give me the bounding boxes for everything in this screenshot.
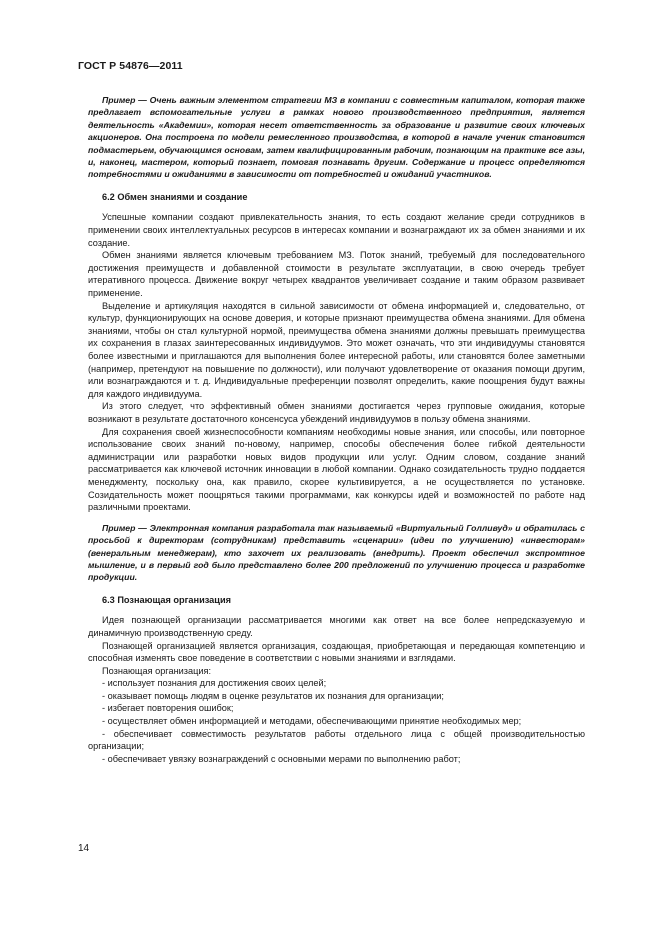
paragraph: Для сохранения своей жизнеспособности компаниям необходимы новые знания, или способы, или повторное использование своих знаний по-новому, например, способы обеспечения более гибкой деятельности администрации или разработки новых видов продукции или услуг. Одним словом, создание знаний рассматривается как ключевой источник инновации в любой компании. Однако созидательность трудно поддается менеджменту, поскольку она, как правило, скорее культивируется, а не осуществляется по установке. Созидательность может поощряться такими программами, как конкурсы идей и возможностей по работе над различными проектами.: [88, 426, 585, 513]
list-item: - избегает повторения ошибок;: [102, 703, 234, 714]
paragraph: Обмен знаниями является ключевым требованием МЗ. Поток знаний, требуемый для последовательного достижения преимуществ и добавленной стоимости в результате эксплуатации, в свою очередь требует итеративного процесса. Движение вокруг четырех квадрантов увеличивает создание и таким образом развивает применение.: [88, 250, 585, 298]
list-item: - обеспечивает увязку вознаграждений с основными мерами по выполнению работ;: [102, 753, 461, 764]
page-content: [88, 94, 585, 765]
paragraph: Из этого следует, что эффективный обмен знаниями достигается через групповые ожидания, которые возникают в результате достаточного консенсуса убеждений индивидуумов в пользу обмена знаниями.: [88, 401, 585, 424]
list-item: - использует познания для достижения своих целей;: [102, 678, 327, 689]
paragraph: Познающей организацией является организация, создающая, приобретающая и передающая компетенцию и способная изменять свое поведение в соответствии с новыми знаниями и взглядами.: [88, 640, 585, 664]
section-heading-6-2: 6.2 Обмен знаниями и создание: [102, 191, 248, 202]
section-heading-6-3: 6.3 Познающая организация: [102, 594, 231, 605]
page-number: 14: [78, 843, 90, 854]
paragraph: Познающая организация:: [102, 665, 212, 676]
paragraph: Идея познающей организации рассматривается многими как ответ на все более непредсказуемую и динамичную производственную среду.: [88, 615, 585, 638]
document-header: ГОСТ Р 54876—2011: [78, 60, 183, 72]
paragraph: Выделение и артикуляция находятся в сильной зависимости от обмена информацией и, следовательно, от культур, функционирующих на основе доверия, и которые признают преимущества обмена знаниями. Для обмена знаниями, чтобы он стал культурной нормой, преимущества обмена знаниями должны превышать преимущества их сохранения в глазах заинтересованных индивидуумов. Это может означать, что эти индивидуумы становятся более известными и приглашаются для выполнения более интересной работы, или становятся более заметными (например, претендуют на повышение по должности), или получают удовлетворение от оказания помощи другим, или вознаграждаются и т. д. Индивидуальные преференции позволят определить, какие поощрения будут важны для каждого индивидуума.: [88, 300, 585, 399]
example-paragraph: Пример — Очень важным элементом стратегии МЗ в компании с совместным капиталом, которая также предлагает вспомогательные услуги в рамках нового производственного предприятия, является деятельность «Академии», которая несет ответственность за образование и развитие своих ключевых акционеров. Она построена по модели ремесленного производства, в которой в начале ученик становится подмастерьем, обучающимся основам, затем квалифицированным рабочим, познающим на практике все азы, и, наконец, мастером, который познает, помогая познавать другим. Содержание и процесс определяются потребностями и ожиданиями в зависимости от потребностей и ожиданий участников.: [88, 95, 585, 180]
list-item: - осуществляет обмен информацией и методами, обеспечивающими принятие необходимых мер;: [102, 716, 522, 727]
list-item: - обеспечивает совместимость результатов работы отдельного лица с общей производительностью организации;: [88, 728, 585, 752]
list-item: - оказывает помощь людям в оценке результатов их познания для организации;: [102, 690, 444, 701]
example-paragraph: Пример — Электронная компания разработала так называемый «Виртуальный Голливуд» и обратилась с просьбой к директорам (сотрудникам) представить «сценарии» (идеи по улучшению) «инвесторам» (венеральным менеджерам), кто захочет их реализовать (внедрить). Проект обеспечил экспромтное мышление, и в первый год было представлено более 200 предложений по улучшению процесса и разработке продукции.: [88, 522, 585, 583]
paragraph: Успешные компании создают привлекательность знания, то есть создают желание среди сотрудников в применении своих интеллектуальных ресурсов в интересах компании и вознаграждают их за обмен знаниями и их создание.: [88, 212, 585, 248]
